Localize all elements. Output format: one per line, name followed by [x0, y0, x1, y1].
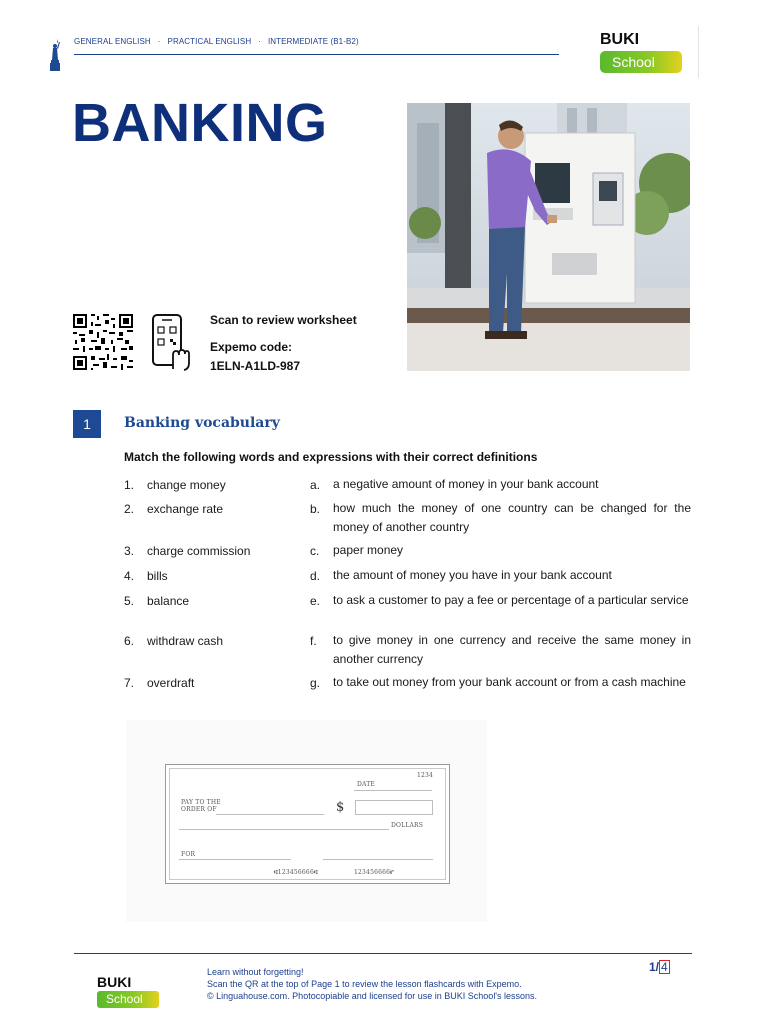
- word-text: charge commission: [147, 544, 251, 558]
- statue-of-liberty-icon: [48, 38, 62, 72]
- list-item: [124, 676, 692, 716]
- word-number: 5.: [124, 594, 135, 608]
- footer-tagline: Learn without forgetting!: [207, 967, 304, 977]
- list-item: [124, 594, 692, 634]
- brand-badge: School: [600, 51, 682, 73]
- page-title: BANKING: [72, 93, 328, 153]
- cheque-memo-line: [179, 859, 291, 860]
- footer-brand-name: BUKI: [97, 974, 132, 990]
- cheque-pay-to-label: PAY TO THE: [181, 799, 221, 806]
- cheque-signature-line: [323, 859, 433, 860]
- list-item: [124, 634, 692, 676]
- footer-instructions: Scan the QR at the top of Page 1 to review the lesson flashcards with Expemo.: [207, 979, 522, 989]
- word-text: exchange rate: [147, 502, 224, 516]
- header-divider: [74, 54, 559, 55]
- cheque-account-number: 123456666⑈: [354, 869, 394, 876]
- cheque-dollars-label: DOLLARS: [391, 822, 424, 829]
- word-number: 4.: [124, 569, 135, 583]
- breadcrumb-item[interactable]: PRACTICAL ENGLISH: [167, 37, 252, 46]
- definition-text: a negative amount of money in your bank account: [333, 477, 599, 491]
- word-number: 3.: [124, 544, 135, 558]
- word-text: change money: [147, 478, 226, 492]
- expemo-code-label: Expemo code:: [210, 340, 293, 354]
- word-text: balance: [147, 594, 190, 608]
- word-text: withdraw cash: [147, 634, 224, 648]
- cheque-number: 1234: [417, 772, 434, 779]
- word-number: 6.: [124, 634, 135, 648]
- list-item: [124, 502, 692, 544]
- cheque-payee-line: [216, 814, 324, 815]
- cheque-routing-number: ⑆123456666⑆: [274, 869, 318, 876]
- scan-label: Scan to review worksheet: [210, 313, 357, 327]
- section-number-badge: 1: [73, 410, 101, 438]
- word-text: overdraft: [147, 676, 195, 690]
- definition-text: how much the money of one country can be changed for the money of another country: [333, 501, 691, 534]
- word-number: 2.: [124, 502, 135, 516]
- definition-text: to give money in one currency and receive the same money in another currency: [333, 633, 691, 666]
- word-number: 1.: [124, 478, 135, 492]
- phone-scan-icon: [151, 313, 191, 371]
- breadcrumb-separator: ·: [258, 37, 261, 46]
- atm-photo: [407, 103, 690, 371]
- footer-brand-logo: [97, 974, 163, 1008]
- definition-letter: c.: [310, 544, 320, 558]
- dollar-sign-icon: $: [336, 800, 345, 815]
- cheque-date-label: DATE: [357, 781, 375, 788]
- definition-letter: a.: [310, 478, 321, 492]
- footer-copyright: © Linguahouse.com. Photocopiable and licensed for use in BUKI School's lessons.: [207, 991, 538, 1001]
- footer-divider: [74, 953, 692, 954]
- cheque-amount-box: [355, 800, 433, 815]
- word-number: 7.: [124, 676, 135, 690]
- definition-letter: b.: [310, 502, 321, 516]
- footer-brand-badge: School: [97, 991, 159, 1008]
- breadcrumb-item[interactable]: GENERAL ENGLISH: [74, 37, 151, 46]
- cheque-amount-words-line: [179, 829, 389, 830]
- section-title: Banking vocabulary: [124, 415, 280, 431]
- exercise-instructions: Match the following words and expressions with their correct definitions: [124, 450, 538, 464]
- definition-text: the amount of money you have in your bank account: [333, 568, 612, 582]
- matching-exercise: [124, 478, 692, 716]
- blank-cheque: [165, 764, 450, 884]
- word-text: bills: [147, 569, 168, 583]
- breadcrumb: [74, 37, 359, 46]
- definition-letter: d.: [310, 569, 321, 583]
- page-current: 1/: [649, 960, 660, 974]
- definition-letter: e.: [310, 594, 321, 608]
- breadcrumb-item[interactable]: INTERMEDIATE (B1-B2): [267, 37, 359, 46]
- cheque-for-label: FOR: [181, 851, 196, 858]
- footer-text: [207, 966, 537, 1002]
- definition-text: to ask a customer to pay a fee or percentage of a particular service: [333, 593, 689, 607]
- brand-name: BUKI: [600, 31, 640, 48]
- brand-divider: [698, 26, 699, 78]
- definition-text: to take out money from your bank account or from a cash machine: [333, 675, 686, 689]
- page-total-link[interactable]: 4: [661, 960, 668, 974]
- breadcrumb-separator: ·: [157, 37, 161, 46]
- cheque-order-of-label: ORDER OF: [181, 806, 217, 813]
- qr-code-icon[interactable]: [73, 314, 133, 370]
- brand-logo: [600, 31, 684, 73]
- expemo-code-value: 1ELN-A1LD-987: [210, 359, 301, 373]
- cheque-date-line: [354, 790, 432, 791]
- definition-letter: f.: [310, 634, 317, 648]
- page-number: [649, 960, 670, 974]
- definition-letter: g.: [310, 676, 321, 690]
- definition-text: paper money: [333, 543, 404, 557]
